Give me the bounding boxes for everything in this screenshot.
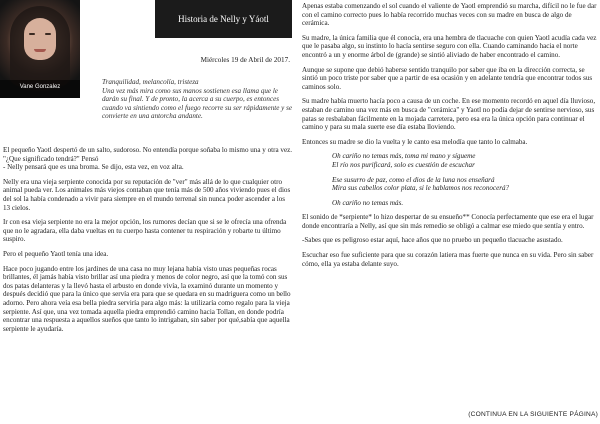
song-line: Oh cariño no temas más, toma mi mano y sígueme [332, 152, 476, 161]
paragraph: Nelly era una vieja serpiente conocida por su reputación de "ver" más allá de lo que cualquier otro animal pueda ver. Los animales más viejos contaban que tenía más de 500 años viviendo pues el dios del sol la había condenado a vivir para siempre en el mundo terrenal sin nunca poder ascender a los 13 cielos. [3, 177, 291, 212]
paragraph: Entonces su madre se dio la vuelta y le canto esa melodía que tanto lo calmaba. [302, 137, 528, 146]
paragraph: Hace poco jugando entre los jardines de una casa no muy lejana había visto unas pequeñas rocas brillantes, él jamás había visto brillar así una piedra y menos de color negro, así que la tomó con sus dos patas delanteras y la llevó hasta el arbusto en donde vivía, la examinó durante un momento y después decidió que para la único que servía era para que se quedara en su madriguera como un bello adorno. Pero ahora veía esa bella piedra serviría para algo más: la utilizaría como regalo para la vieja serpiente. Así que, una vez tomada aquella piedra emprendió camino hacia Tollan, en donde podría encontrar una respuesta a aquellos sueños que tanto lo intrigaban, sin saber por qué,sabía que aquella serpiente le ayudaría. [3, 264, 291, 333]
song-line: Oh cariño no temas más. [332, 198, 404, 207]
epigraph-line1: Tranquilidad, melancolía, tristeza [102, 78, 199, 86]
date: Miércoles 19 de Abril de 2017. [200, 56, 290, 64]
song-line: El río nos purificará, solo es cuestión de escuchar [332, 160, 475, 169]
epigraph [102, 78, 292, 121]
right-column [302, 2, 597, 274]
left-column [3, 146, 293, 339]
song-line: Mira sus cabellos color plata, si le hablamos nos reconocerá? [332, 184, 510, 193]
paragraph: El pequeño Yaotl despertó de un salto, sudoroso. No entendía porque soñaba lo mismo una y otra vez. [3, 146, 293, 154]
epigraph-text: Una vez más mira como sus manos sostienen esa llama que le darán su final. Y de pronto, la acerca a su cuerpo, es entonces cuando va sintiendo como el fuego recorre su ser rápidamente y se convierte en una antorcha andante. [102, 86, 292, 121]
paragraph: -Sabes que es peligroso estar aquí, hace años que no pruebo un pequeño tlacuache asustado. [302, 236, 563, 245]
paragraph: Su madre había muerto hacía poco a causa de un coche. En ese momento recordó en aquel día lluvioso, estaban de camino una vez más en busca de "cerámica" y Yaotl no podía dejar de sentirse nervioso, sus patas se resbalaban fácilmente en la mojada carretera, pero esa era la única opción para continuar el camino y para su mala suerte ese día estaba lloviendo. [302, 97, 596, 132]
paragraph: - Nelly pensará que es una broma. Se dijo, esta vez, en voz alta. [3, 163, 184, 172]
paragraph: Aunque se supone que debió haberse sentido tranquilo por saber que iba en la dirección correcta, se sintió un poco triste por saber que a partir de esa ocasión y en adelante tendría que encontrar todos sus caminos solo. [302, 65, 593, 91]
paragraph: Escuchar eso fue suficiente para que su corazón latiera mas fuerte que nunca en su vida. Pero sin saber cómo, ella ya estaba delante suyo. [302, 251, 594, 268]
paragraph: Su madre, la única familia que él conocía, era una hembra de tlacuache con quien Yaotl acudía cada vez que le pasaba algo, su instinto lo hacía sentirse seguro con ella. Cuando caminando hacia el norte encontró a un y enorme árbol de (grande) se sintió aliviado de haber encontrado el camino. [302, 33, 597, 59]
page-title: Historia de Nelly y Yáotl [178, 14, 269, 24]
continue-label: (CONTINUA EN LA SIGUIENTE PÁGINA) [468, 411, 598, 418]
paragraph: "¿Que significado tendrá?" Pensó [3, 154, 99, 163]
paragraph: El sonido de *serpiente* lo hizo despertar de su ensueño** Conocía perfectamente que ese era el lugar donde encontraría a Nelly, así que sin más remedio se obligó a calmar ese miedo que sentía y entro. [302, 213, 594, 230]
paragraph: Pero el pequeño Yaotl tenía una idea. [3, 249, 109, 258]
paragraph: Apenas estaba comenzando el sol cuando el valiente de Yaotl emprendió su marcha, difícil no le fue dar con el camino correcto pues lo había recorrido muchas veces con su madre en busca de algo de cerámica. [302, 2, 597, 28]
author-name: Vane Gonzalez [19, 84, 61, 90]
paragraph: Ir con esa vieja serpiente no era la mejor opción, los rumores decían que si se le ofrecía una ofrenda que no le agradara, ella daba vueltas en tu cuerpo hasta contener tu respiración y robarte tu último suspiro. [3, 218, 287, 244]
song-line: Ese susurro de paz, como el dios de la luna nos enseñará [332, 175, 495, 184]
